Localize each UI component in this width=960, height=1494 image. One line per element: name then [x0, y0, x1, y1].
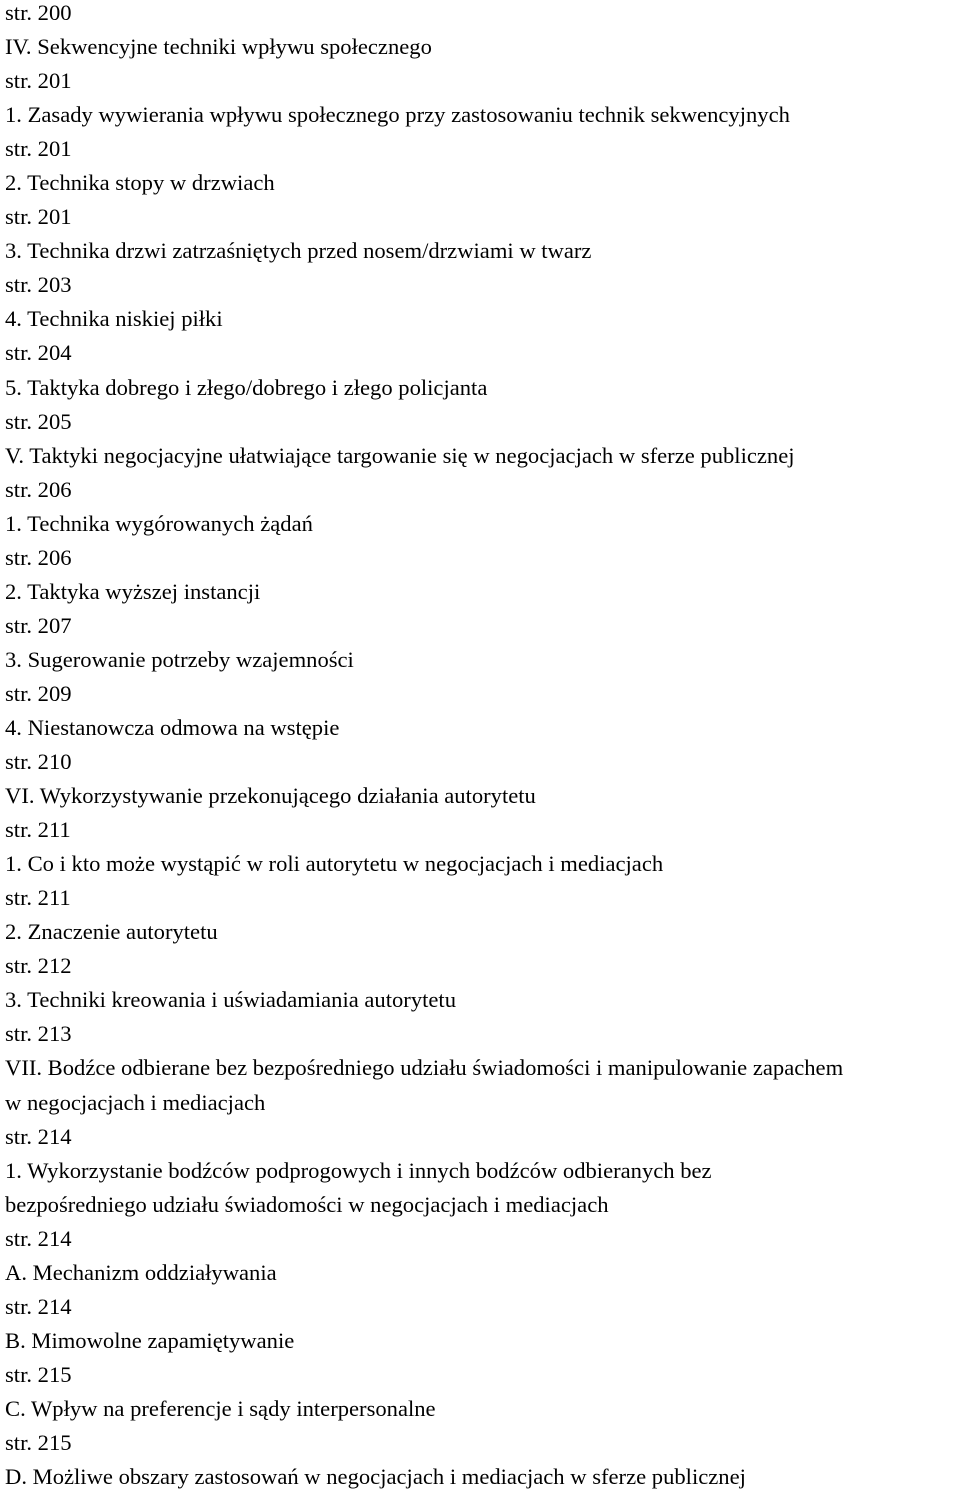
toc-section-entry: 1. Zasady wywierania wpływu społecznego przy zastosowaniu technik sekwencyjnych — [5, 102, 790, 128]
toc-page-ref: str. 201 — [5, 136, 72, 162]
toc-chapter-heading: VI. Wykorzystywanie przekonującego działania autorytetu — [5, 783, 536, 809]
toc-chapter-heading-continued: w negocjacjach i mediacjach — [5, 1089, 266, 1115]
toc-page-ref: str. 214 — [5, 1123, 72, 1149]
toc-page-ref: str. 215 — [5, 1429, 72, 1455]
toc-page-ref: str. 211 — [5, 885, 71, 911]
toc-section-entry: 2. Technika stopy w drzwiach — [5, 170, 275, 196]
toc-section-entry: 2. Znaczenie autorytetu — [5, 919, 218, 945]
toc-page-ref: str. 209 — [5, 680, 72, 706]
toc-section-entry: 1. Technika wygórowanych żądań — [5, 510, 313, 536]
toc-page-ref: str. 205 — [5, 408, 72, 434]
toc-page-ref: str. 204 — [5, 340, 72, 366]
toc-section-entry: 1. Wykorzystanie bodźców podprogowych i innych bodźców odbieranych bez — [5, 1157, 712, 1183]
toc-page-ref: str. 212 — [5, 953, 72, 979]
toc-page-ref: str. 207 — [5, 612, 72, 638]
toc-subsection-entry: D. Możliwe obszary zastosowań w negocjacjach i mediacjach w sferze publicznej — [5, 1464, 746, 1490]
toc-page-ref: str. 201 — [5, 204, 72, 230]
toc-subsection-entry: C. Wpływ na preferencje i sądy interpersonalne — [5, 1395, 436, 1421]
toc-subsection-entry: A. Mechanizm oddziaływania — [5, 1259, 277, 1285]
toc-page-ref: str. 214 — [5, 1293, 72, 1319]
toc-page-ref: str. 201 — [5, 68, 72, 94]
toc-page-ref: str. 206 — [5, 476, 72, 502]
toc-page-ref: str. 210 — [5, 749, 72, 775]
toc-page-ref: str. 200 — [5, 0, 72, 25]
toc-page-ref: str. 214 — [5, 1225, 72, 1251]
toc-section-entry: 2. Taktyka wyższej instancji — [5, 578, 261, 604]
toc-page-ref: str. 211 — [5, 817, 71, 843]
toc-page-ref: str. 206 — [5, 544, 72, 570]
toc-section-entry: 1. Co i kto może wystąpić w roli autorytetu w negocjacjach i mediacjach — [5, 851, 664, 877]
toc-page-ref: str. 203 — [5, 272, 72, 298]
toc-section-entry: 4. Technika niskiej piłki — [5, 306, 223, 332]
toc-chapter-heading: VII. Bodźce odbierane bez bezpośredniego udziału świadomości i manipulowanie zapachem — [5, 1055, 844, 1081]
toc-page-ref: str. 215 — [5, 1361, 72, 1387]
toc-section-entry: 3. Sugerowanie potrzeby wzajemności — [5, 646, 354, 672]
toc-section-entry: 5. Taktyka dobrego i złego/dobrego i złego policjanta — [5, 374, 488, 400]
toc-section-entry: 3. Technika drzwi zatrzaśniętych przed nosem/drzwiami w twarz — [5, 238, 592, 264]
toc-chapter-heading: IV. Sekwencyjne techniki wpływu społecznego — [5, 34, 432, 60]
toc-chapter-heading: V. Taktyki negocjacyjne ułatwiające targowanie się w negocjacjach w sferze publicznej — [5, 442, 795, 468]
toc-subsection-entry: B. Mimowolne zapamiętywanie — [5, 1327, 295, 1353]
toc-section-entry: 3. Techniki kreowania i uświadamiania autorytetu — [5, 987, 456, 1013]
toc-section-entry: 4. Niestanowcza odmowa na wstępie — [5, 714, 340, 740]
toc-page-ref: str. 213 — [5, 1021, 72, 1047]
toc-section-entry-continued: bezpośredniego udziału świadomości w negocjacjach i mediacjach — [5, 1191, 609, 1217]
table-of-contents — [5, 0, 957, 1494]
